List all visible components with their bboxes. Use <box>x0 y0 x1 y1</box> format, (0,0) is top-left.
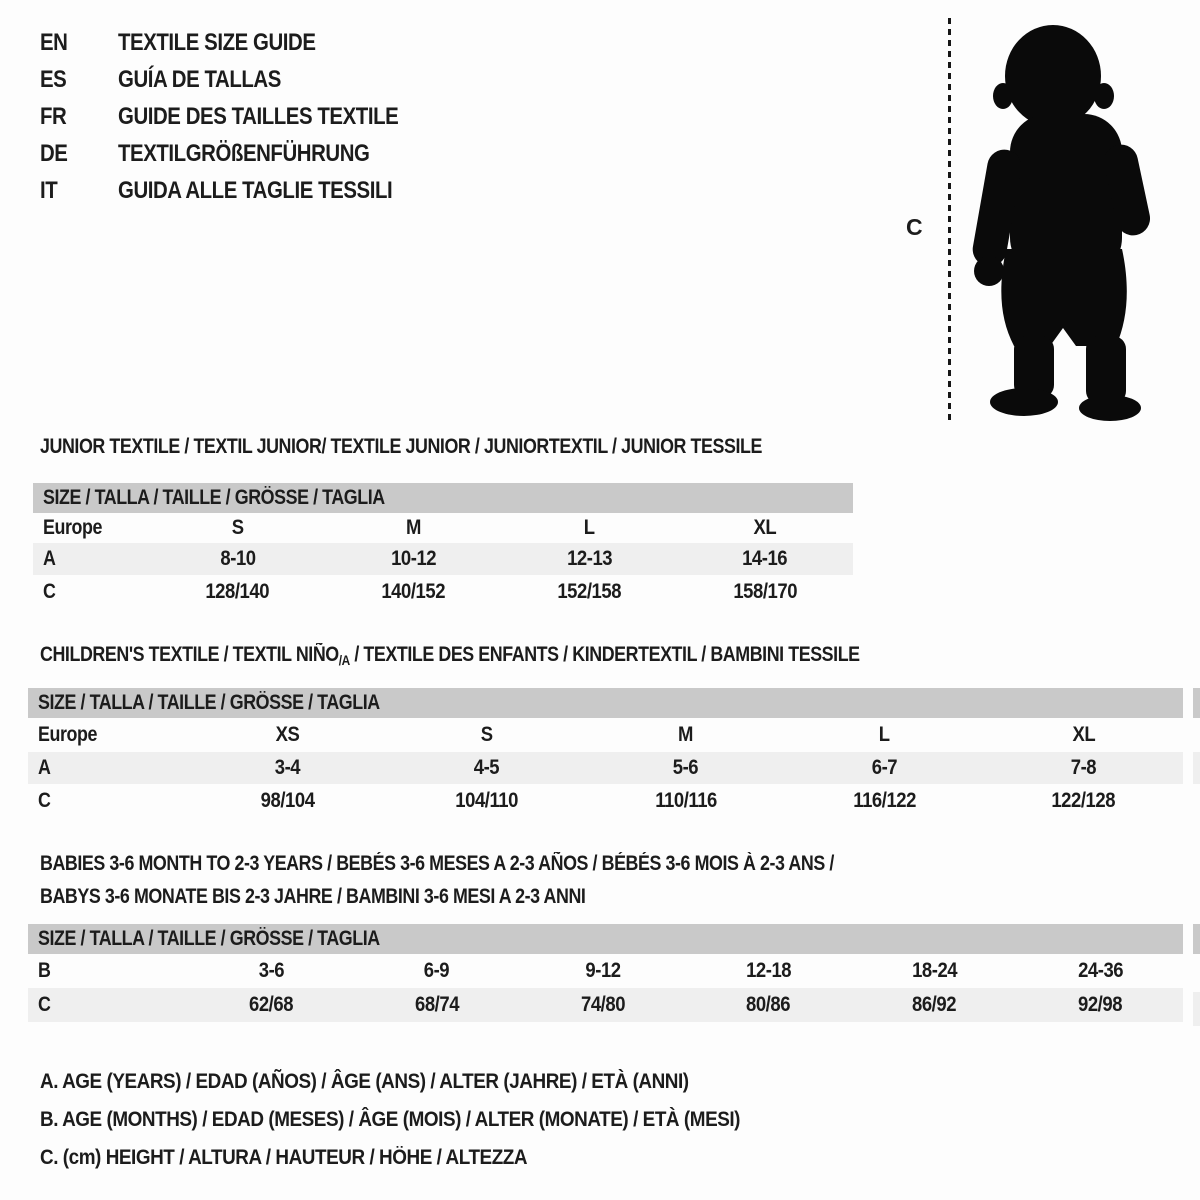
value-cell <box>150 580 326 604</box>
lang-title <box>118 177 441 205</box>
value-text: 9-12 <box>585 959 621 982</box>
size-cell <box>387 723 586 747</box>
size-cell <box>677 516 853 540</box>
size-text: L <box>583 516 595 539</box>
value-text: 3-4 <box>274 756 301 779</box>
value-cell <box>984 756 1183 780</box>
lang-row-en <box>40 24 448 61</box>
value-cell <box>387 789 586 813</box>
row-label-text: C <box>43 579 56 603</box>
value-text: 12-13 <box>566 547 612 570</box>
lang-title <box>118 140 414 168</box>
lang-title-text: TEXTILE SIZE GUIDE <box>118 28 316 56</box>
lang-row-de <box>40 135 448 172</box>
note-text: C. (cm) HEIGHT / ALTURA / HAUTEUR / HÖHE / ALTEZZA <box>40 1146 528 1169</box>
value-cell <box>188 789 387 813</box>
size-cell <box>984 723 1183 747</box>
value-cell <box>354 993 520 1017</box>
value-cell <box>188 959 354 983</box>
size-cell <box>501 516 677 540</box>
babies-title-line2-text: BABYS 3-6 MONATE BIS 2-3 JAHRE / BAMBINI 3-6 MESI A 2-3 ANNI <box>40 885 586 908</box>
value-text: 128/140 <box>205 579 270 603</box>
size-cell <box>325 516 501 540</box>
size-text: XS <box>275 723 300 746</box>
value-cell <box>1017 993 1183 1017</box>
value-text: 12-18 <box>745 959 792 982</box>
value-text: 110/116 <box>654 789 717 812</box>
value-cell <box>501 547 677 571</box>
value-text: 98/104 <box>260 789 315 812</box>
value-cell <box>188 756 387 780</box>
size-text: S <box>231 516 244 539</box>
size-text: L <box>879 723 890 746</box>
row-label-text: C <box>38 993 51 1016</box>
value-text: 14-16 <box>742 547 788 570</box>
height-measure-label: C <box>906 214 923 240</box>
value-cell <box>677 580 853 604</box>
table-row-columns <box>28 718 1183 752</box>
value-text: 122/128 <box>1051 789 1116 812</box>
size-text: M <box>678 723 694 746</box>
table-edge-fragment <box>1193 992 1200 1026</box>
value-text: 10-12 <box>390 547 436 570</box>
value-text: 80/86 <box>746 993 791 1016</box>
value-cell <box>785 789 984 813</box>
lang-title-text: GUÍA DE TALLAS <box>118 65 281 93</box>
row-label-text: A <box>38 756 51 779</box>
row-label-cell <box>33 580 150 604</box>
children-title-suffix: / TEXTILE DES ENFANTS / KINDERTEXTIL / BAMBINI TESSILE <box>349 643 860 666</box>
row-label-cell <box>28 993 188 1017</box>
babies-section-title-line2 <box>40 885 682 909</box>
value-cell <box>1017 959 1183 983</box>
value-cell <box>188 993 354 1017</box>
note-age-months <box>40 1108 818 1146</box>
value-text: 92/98 <box>1078 993 1123 1016</box>
value-text: 152/158 <box>557 579 622 603</box>
value-cell <box>150 547 326 571</box>
lang-code <box>40 140 118 168</box>
region-cell <box>28 723 188 747</box>
row-label-cell <box>28 959 188 983</box>
children-title-sub: /A <box>338 652 350 668</box>
value-text: 68/74 <box>414 993 459 1016</box>
lang-code-text: IT <box>40 176 58 204</box>
value-text: 116/122 <box>853 789 916 812</box>
size-cell <box>150 516 326 540</box>
lang-row-es <box>40 61 448 98</box>
row-label-cell <box>33 547 150 571</box>
lang-title <box>118 66 310 94</box>
table-row-age <box>28 752 1183 784</box>
value-cell <box>586 756 785 780</box>
value-text: 158/170 <box>733 579 797 603</box>
lang-code <box>40 29 118 57</box>
value-cell <box>501 580 677 604</box>
value-text: 74/80 <box>580 993 625 1016</box>
size-header-label <box>28 927 440 951</box>
value-cell <box>325 580 501 604</box>
table-edge-fragment <box>1193 924 1200 954</box>
note-text: A. AGE (YEARS) / EDAD (AÑOS) / ÂGE (ANS) / ALTER (JAHRE) / ETÀ (ANNI) <box>40 1070 689 1093</box>
value-cell <box>785 756 984 780</box>
lang-row-it <box>40 172 448 209</box>
size-cell <box>188 723 387 747</box>
value-cell <box>686 993 852 1017</box>
region-text: Europe <box>38 723 97 746</box>
lang-code-text: FR <box>40 102 67 130</box>
value-text: 104/110 <box>455 789 518 812</box>
note-age-years <box>40 1070 818 1108</box>
region-text: Europe <box>43 516 102 539</box>
children-size-table <box>28 688 1183 818</box>
height-measure-dashed-line <box>948 18 951 420</box>
lang-code <box>40 177 118 205</box>
size-text: S <box>480 723 493 746</box>
babies-title-line1-text: BABIES 3-6 MONTH TO 2-3 YEARS / BEBÉS 3-6 MESES A 2-3 AÑOS / BÉBÉS 3-6 MOIS À 2-3 ANS / <box>40 852 834 875</box>
value-cell <box>387 756 586 780</box>
value-cell <box>851 993 1017 1017</box>
value-text: 6-7 <box>871 756 898 779</box>
value-text: 140/152 <box>381 579 446 603</box>
junior-section-title-text: JUNIOR TEXTILE / TEXTIL JUNIOR/ TEXTILE JUNIOR / JUNIORTEXTIL / JUNIOR TESSILE <box>40 435 762 458</box>
value-text: 62/68 <box>249 993 294 1016</box>
region-cell <box>33 516 150 540</box>
value-cell <box>520 993 686 1017</box>
legend-notes <box>40 1070 818 1184</box>
size-header-row <box>28 924 1183 954</box>
size-header-row <box>28 688 1183 718</box>
babies-size-table <box>28 924 1183 1022</box>
toddler-silhouette <box>958 14 1168 422</box>
value-text: 3-6 <box>258 959 284 982</box>
size-text: M <box>405 516 421 539</box>
value-text: 6-9 <box>424 959 450 982</box>
language-title-block <box>40 24 448 209</box>
note-height-cm <box>40 1146 818 1184</box>
row-label-cell <box>28 756 188 780</box>
value-cell <box>686 959 852 983</box>
junior-size-table <box>33 483 853 608</box>
children-section-title-text <box>40 643 860 672</box>
table-row-height <box>28 988 1183 1022</box>
note-text: B. AGE (MONTHS) / EDAD (MESES) / ÂGE (MOIS) / ALTER (MONATE) / ETÀ (MESI) <box>40 1108 741 1131</box>
lang-title-text: GUIDA ALLE TAGLIE TESSILI <box>118 176 393 204</box>
value-text: 8-10 <box>219 547 256 570</box>
lang-title-text: TEXTILGRÖßENFÜHRUNG <box>118 139 370 167</box>
lang-title-text: GUIDE DES TAILLES TEXTILE <box>118 102 399 130</box>
lang-code-text: EN <box>40 28 68 56</box>
lang-title <box>118 29 350 57</box>
lang-code <box>40 66 118 94</box>
value-cell <box>851 959 1017 983</box>
value-text: 18-24 <box>911 959 957 982</box>
size-text: XL <box>753 516 777 539</box>
children-title-prefix: CHILDREN'S TEXTILE / TEXTIL NIÑO <box>40 643 339 666</box>
value-cell <box>677 547 853 571</box>
size-header-row <box>33 483 853 513</box>
value-cell <box>520 959 686 983</box>
table-edge-fragment <box>1193 752 1200 784</box>
children-section-title <box>40 643 1004 672</box>
size-header-label <box>28 691 440 715</box>
value-cell <box>325 547 501 571</box>
value-text: 4-5 <box>473 756 500 779</box>
table-row-months <box>28 954 1183 988</box>
value-text: 86/92 <box>912 993 957 1016</box>
table-edge-fragment <box>1193 688 1200 718</box>
table-row-height <box>33 575 853 608</box>
size-cell <box>586 723 785 747</box>
size-header-text: SIZE / TALLA / TAILLE / GRÖSSE / TAGLIA <box>38 927 380 950</box>
size-text: XL <box>1072 723 1095 746</box>
babies-section-title-line1 <box>40 852 974 876</box>
table-row-columns <box>33 513 853 543</box>
row-label-text: A <box>43 547 56 570</box>
value-text: 7-8 <box>1070 756 1097 779</box>
value-cell <box>984 789 1183 813</box>
value-text: 24-36 <box>1077 959 1123 982</box>
size-header-text: SIZE / TALLA / TAILLE / GRÖSSE / TAGLIA <box>38 691 380 714</box>
row-label-cell <box>28 789 188 813</box>
value-cell <box>586 789 785 813</box>
value-text: 5-6 <box>672 756 699 779</box>
size-header-label <box>33 486 445 510</box>
row-label-text: C <box>38 789 51 812</box>
lang-title <box>118 103 448 131</box>
lang-code-text: ES <box>40 65 67 93</box>
table-row-height <box>28 784 1183 818</box>
table-row-age <box>33 543 853 575</box>
lang-code <box>40 103 118 131</box>
size-header-text: SIZE / TALLA / TAILLE / GRÖSSE / TAGLIA <box>43 486 385 509</box>
junior-section-title <box>40 435 889 459</box>
size-cell <box>785 723 984 747</box>
lang-row-fr <box>40 98 448 135</box>
row-label-text: B <box>38 959 51 982</box>
lang-code-text: DE <box>40 139 68 167</box>
value-cell <box>354 959 520 983</box>
